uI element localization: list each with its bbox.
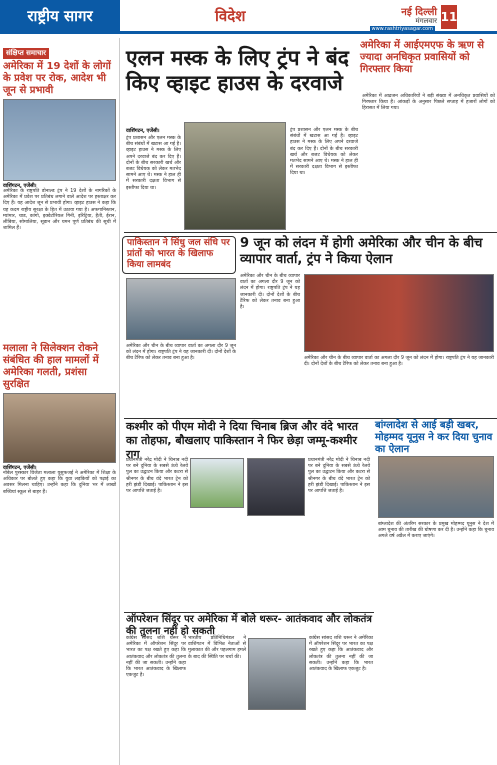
bangladesh-body: बांग्लादेश की अंतरिम सरकार के प्रमुख मोहम्मद यूनुस ने देश में आम चुनाव की तारीख की घोषणा कर दी है। उन्होंने कहा कि चुनाव अगले वर्ष अप्रैल में कराए जाएंगे। (378, 522, 494, 540)
modi-flag-photo (190, 458, 244, 508)
section-title: विदेश (215, 7, 246, 25)
musk-white-house-photo (184, 122, 286, 230)
divider-1 (124, 232, 497, 233)
brief-news-tag: संक्षिप्त समाचार (3, 48, 49, 59)
left-byline-2: वाशिंगटन, एजेंसी। (3, 465, 37, 471)
page-number: 11 (441, 5, 457, 29)
bangladesh-headline: बांग्लादेश से आई बड़ी खबर, मोहम्मद यूनुस ने कर दिया चुनाव का ऐलान (375, 420, 493, 455)
tharoor-headline: ऑपरेशन सिंदूर पर अमेरिका में बोले थरूर- आतंकवाद और लोकतंत्र की तुलना नहीं हो सकती (126, 614, 372, 637)
website-url: www.rashtriyasagar.com (371, 26, 433, 32)
page-header (0, 0, 497, 34)
masthead: राष्ट्रीय सागर (0, 0, 120, 32)
trump-photo (3, 99, 116, 181)
left-column (0, 38, 120, 765)
pakistan-body: अमेरिका और चीन के बीच व्यापार वार्ता का अगला दौर 9 जून को लंदन में होगा। राष्ट्रपति ट्रंप ने यह जानकारी दी। दोनों देशों के बीच टैरिफ को लेकर तनाव बना हुआ है। (126, 344, 236, 362)
tharoor-body-2: भारतीय प्रतिनिधिमंडल ने वाशिंगटन में विभिन्न नेताओं से मुलाकात की और पहलगाम हमले के बाद की स्थिति पर चर्चा की। (188, 636, 246, 660)
pakistan-indus-headline: पाकिस्तान ने सिंधु जल संधि पर प्रांतों को भारत के खिलाफ किया लामबंद (122, 236, 236, 274)
us-china-headline: 9 जून को लंदन में होगी अमेरिका और चीन के बीच व्यापार वार्ता, ट्रंप ने किया ऐलान (240, 236, 483, 267)
right-top-story (360, 40, 497, 88)
lead-headline: एलन मस्क के लिए ट्रंप ने बंद किए व्हाइट हाउस के दरवाजे (126, 46, 349, 95)
yunus-photo (378, 456, 494, 518)
right-top-headline: अमेरिका में आईएमएफ के ऋण से ज्यादा अनधिकृत प्रवासियों को गिरफ्तार किया (360, 40, 485, 75)
edition-date: मंगलवार (415, 17, 437, 25)
divider-3 (124, 612, 374, 613)
left-headline-1: अमेरिका में 19 देशों के लोगों के प्रवेश पर रोक, आदेश भी जून से प्रभावी (3, 61, 111, 96)
chenab-body: प्रधानमंत्री नरेंद्र मोदी ने चिनाब नदी पर बने दुनिया के सबसे ऊंचे रेलवे पुल का उद्घाटन किया और कटरा से श्रीनगर के बीच वंदे भारत ट्रेन को हरी झंडी दिखाई। पाकिस्तान ने इस पर आपत्ति जताई है। (126, 458, 188, 495)
pakistan-minister-photo (247, 458, 305, 516)
tharoor-body-3: कांग्रेस सांसद शशि थरूर ने अमेरिका में ऑपरेशन सिंदूर पर भारत का पक्ष रखते हुए कहा कि आतंकवाद और लोकतंत्र की तुलना नहीं की जा सकती। उन्होंने कहा कि भारत आतंकवाद के खिलाफ एकजुट है। (309, 636, 373, 673)
left-headline-2: मलाला ने सिलेक्शन रोकने संबंधित की हाल मामलों में अमेरिका गलती, प्रशंसा सुरक्षित (3, 343, 99, 390)
malala-photo (3, 393, 116, 463)
us-china-body: अमेरिका और चीन के बीच व्यापार वार्ता का अगला दौर 9 जून को लंदन में होगा। राष्ट्रपति ट्रंप ने यह जानकारी दी। दोनों देशों के बीच टैरिफ को लेकर तनाव बना हुआ है। (240, 274, 300, 311)
dam-photo (126, 278, 236, 340)
lead-body-2: ट्रंप प्रशासन और एलन मस्क के बीच संबंधों में खटास आ गई है। व्हाइट हाउस ने मस्क के लिए अपने दरवाजे बंद कर दिए हैं। दोनों के बीच सरकारी खर्च और बजट विधेयक को लेकर मतभेद सामने आए थे। मस्क ने हाल ही में सरकारी दक्षता विभाग से इस्तीफा दिया था। (290, 128, 358, 177)
chenab-bridge-headline: कश्मीर को पीएम मोदी ने दिया चिनाब ब्रिज और वंदे भारत का तोहफा, बौखलाए पाकिस्तान ने फिर छेड़ा जम्मू-कश्मीर राग (126, 420, 358, 461)
chenab-body-2: प्रधानमंत्री नरेंद्र मोदी ने चिनाब नदी पर बने दुनिया के सबसे ऊंचे रेलवे पुल का उद्घाटन किया और कटरा से श्रीनगर के बीच वंदे भारत ट्रेन को हरी झंडी दिखाई। पाकिस्तान ने इस पर आपत्ति जताई है। (308, 458, 370, 495)
lead-byline: वाशिंगटन, एजेंसी। (126, 128, 160, 134)
left-body-2: नोबेल पुरस्कार विजेता मलाला यूसुफजई ने अमेरिका में शिक्षा के अधिकार पर बोलते हुए कहा कि युवा लड़कियों को पढ़ाई का अवसर मिलना चाहिए। उन्होंने कहा कि दुनिया भर में लाखों बच्चियां स्कूल से बाहर हैं। (3, 471, 116, 495)
left-body-1: अमेरिका के राष्ट्रपति डोनाल्ड ट्रंप ने 19 देशों के नागरिकों के अमेरिका में प्रवेश पर प्रतिबंध लगाने वाले आदेश पर हस्ताक्षर कर दिए हैं। यह आदेश जून से प्रभावी होगा। व्हाइट हाउस ने कहा कि यह कदम राष्ट्रीय सुरक्षा के हित में उठाया गया है। अफगानिस्तान, म्यांमार, चाड, कांगो, इक्वेटोरियल गिनी, इरिट्रिया, हैती, ईरान, लीबिया, सोमालिया, सूडान और यमन पूर्ण प्रतिबंध की सूची में शामिल हैं। (3, 189, 116, 232)
lead-body-1: ट्रंप प्रशासन और एलन मस्क के बीच संबंधों में खटास आ गई है। व्हाइट हाउस ने मस्क के लिए अपने दरवाजे बंद कर दिए हैं। दोनों के बीच सरकारी खर्च और बजट विधेयक को लेकर मतभेद सामने आए थे। मस्क ने हाल ही में सरकारी दक्षता विभाग से इस्तीफा दिया था। (126, 136, 181, 191)
left-byline-1: वाशिंगटन, एजेंसी। (3, 183, 37, 189)
us-china-body-2: अमेरिका और चीन के बीच व्यापार वार्ता का अगला दौर 9 जून को लंदन में होगा। राष्ट्रपति ट्रंप ने यह जानकारी दी। दोनों देशों के बीच टैरिफ को लेकर तनाव बना हुआ है। (304, 356, 494, 368)
tharoor-body: कांग्रेस सांसद शशि थरूर ने अमेरिका में ऑपरेशन सिंदूर पर भारत का पक्ष रखते हुए कहा कि आतंकवाद और लोकतंत्र की तुलना नहीं की जा सकती। उन्होंने कहा कि भारत आतंकवाद के खिलाफ एकजुट है। (126, 636, 186, 679)
edition-city: नई दिल्ली (401, 7, 437, 18)
divider-2 (124, 418, 497, 419)
trump-xi-photo (304, 274, 494, 352)
tharoor-photo (248, 638, 306, 710)
right-top-body: अमेरिका में आव्रजन अधिकारियों ने बड़ी संख्या में अनधिकृत प्रवासियों को गिरफ्तार किया है। आंकड़ों के अनुसार पिछले सप्ताह में हजारों लोगों को हिरासत में लिया गया। (362, 94, 495, 112)
